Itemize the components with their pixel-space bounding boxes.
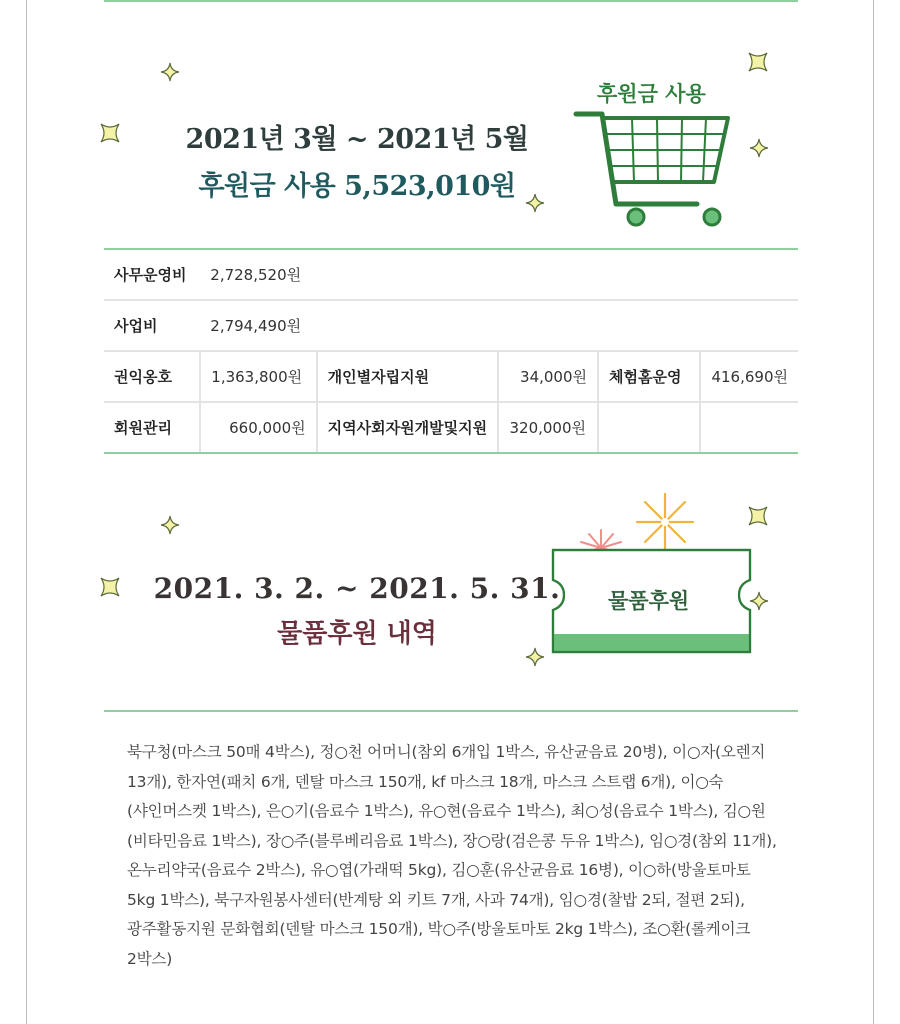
row-label: 권익옹호 [104, 351, 200, 402]
row-label: 체험홈운영 [598, 351, 700, 402]
usage-title [137, 117, 577, 203]
row-value: 1,363,800원 [200, 351, 316, 402]
row-value: 2,794,490원 [200, 300, 798, 351]
table-row [104, 249, 798, 300]
empty-cell [598, 402, 700, 453]
shopping-cart-icon [572, 108, 732, 230]
row-value: 34,000원 [498, 351, 598, 402]
empty-cell [700, 402, 798, 453]
row-label: 지역사회자원개발및지원 [317, 402, 499, 453]
row-label: 개인별자립지원 [317, 351, 499, 402]
row-label: 회원관리 [104, 402, 200, 453]
sparkle-icon [525, 647, 545, 667]
divider [104, 710, 798, 712]
usage-period: 2021년 3월 ~ 2021년 5월 [185, 124, 529, 155]
row-value: 2,728,520원 [200, 249, 798, 300]
page [26, 0, 874, 1024]
table-row [104, 351, 798, 402]
sparkle-x-icon [99, 122, 121, 144]
donation-details: 북구청(마스크 50매 4박스), 정○천 어머니(참외 6개입 1박스, 유산균음료 20병), 이○자(오렌지 13개), 한자연(패치 6개, 덴탈 마스크 150개, kf 마스크 18개, 마스크 스트랩 6개), 이○숙(샤인머스켓 1박스), 은○기(음료수 1박스), 유○현(음료수 1박스), 최○성(음료수 1박스), 김○원(비타민음료 1박스), 장○주(블루베리음료 1박스), 장○랑(검은콩 두유 1박스), 임○경(참외 11개), 온누리약국(음료수 2박스), 유○엽(가래떡 5kg), 김○훈(유산균음료 16병), 이○하(방울토마토 5kg 1박스), 북구자원봉사센터(반계탕 외 키트 7개, 사과 74개), 임○경(찰밥 2되, 절편 2되), 광주활동지원 문화협회(덴탈 마스크 150개), 박○주(방울토마토 2kg 1박스), 조○환(롤케이크 2박스) [127, 743, 777, 968]
sparkle-icon [160, 62, 180, 82]
row-value: 416,690원 [700, 351, 798, 402]
table-row [104, 300, 798, 351]
row-value: 320,000원 [498, 402, 598, 453]
goods-title [137, 572, 577, 650]
table-row [104, 402, 798, 453]
usage-summary: 후원금 사용 5,523,010원 [198, 171, 516, 202]
sparkle-icon [160, 515, 180, 535]
goods-period: 2021. 3. 2. ~ 2021. 5. 31. [153, 572, 561, 605]
burst-icon [633, 490, 697, 554]
goods-badge-label: 물품후원 [608, 589, 690, 613]
sparkle-x-icon [747, 505, 769, 527]
budget-table [104, 248, 798, 454]
row-value: 660,000원 [200, 402, 316, 453]
usage-badge-label: 후원금 사용 [597, 82, 706, 106]
sparkle-x-icon [747, 51, 769, 73]
top-divider [104, 0, 798, 2]
sparkle-icon [749, 138, 769, 158]
row-label: 사업비 [104, 300, 200, 351]
sparkle-x-icon [99, 576, 121, 598]
goods-heading: 물품후원 내역 [277, 619, 437, 649]
row-label: 사무운영비 [104, 249, 200, 300]
